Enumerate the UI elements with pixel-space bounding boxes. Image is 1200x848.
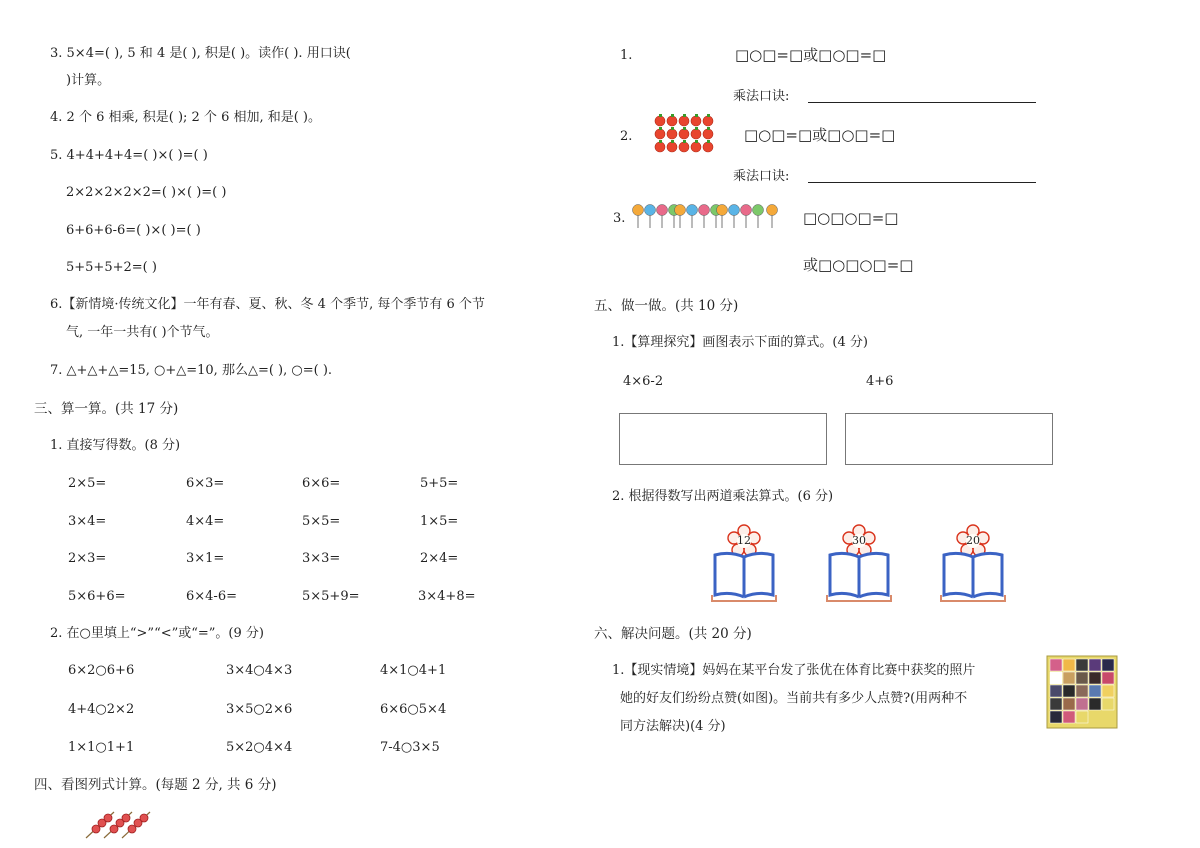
q5-c: 6+6+6-6=( )×( )=( ) (66, 223, 201, 238)
q6-line2: 气, 一年一共有( )个节气。 (66, 325, 219, 340)
q3-line1: 3. 5×4=( ), 5 和 4 是( ), 积是( )。读作( ). 用口诀( (50, 46, 351, 61)
p3-formula-b: 或□○□○□=□ (803, 256, 914, 274)
q5-b: 2×2×2×2×2=( )×( )=( ) (66, 185, 227, 200)
expr-a: 4×6-2 (623, 374, 664, 389)
compare-item: 3×4○4×3 (226, 663, 293, 678)
flower-book-1 (710, 525, 778, 605)
flower-number: 12 (737, 534, 751, 547)
p1-number: 1. (620, 48, 633, 63)
q3-line2: )计算。 (66, 73, 111, 88)
compare-item: 4×1○4+1 (380, 663, 447, 678)
open-book-icon (825, 549, 893, 603)
drawing-box-a[interactable] (619, 413, 827, 465)
compare-item: 5×2○4×4 (226, 740, 293, 755)
p2-chant-line[interactable] (808, 182, 1036, 183)
calc-item: 3×3= (302, 551, 341, 566)
p2-number: 2. (620, 129, 633, 144)
p1-chant-line[interactable] (808, 102, 1036, 103)
compare-item: 1×1○1+1 (68, 740, 135, 755)
compare-item: 6×6○5×4 (380, 702, 447, 717)
likes-avatars-image (1047, 656, 1117, 728)
section-5-q1: 1.【算理探究】画图表示下面的算式。(4 分) (612, 335, 868, 350)
p3-number: 3. (613, 211, 626, 226)
p2-formula: □○□=□或□○□=□ (744, 126, 896, 144)
compare-item: 7-4○3×5 (380, 740, 440, 755)
flower-book-3 (939, 525, 1007, 605)
section-5-title: 五、做一做。(共 10 分) (594, 298, 739, 314)
section-5-q2: 2. 根据得数写出两道乘法算式。(6 分) (612, 489, 834, 504)
calc-item: 2×3= (68, 551, 107, 566)
calc-item: 3×4+8= (418, 589, 476, 604)
compare-item: 6×2○6+6 (68, 663, 135, 678)
section-3-q2: 2. 在○里填上“>”“<”或“=”。(9 分) (50, 626, 264, 641)
calc-item: 2×5= (68, 476, 107, 491)
calc-item: 5×5+9= (302, 589, 360, 604)
section-6-title: 六、解决问题。(共 20 分) (594, 626, 752, 642)
drawing-box-b[interactable] (845, 413, 1053, 465)
candied-haws-icon (84, 808, 164, 840)
apples-icon (653, 113, 717, 155)
q5-d: 5+5+5+2=( ) (66, 260, 157, 275)
q7: 7. △+△+△=15, ○+△=10, 那么△=( ), ○=( ). (50, 363, 333, 378)
calc-item: 6×6= (302, 476, 341, 491)
calc-item: 3×4= (68, 514, 107, 529)
calc-item: 5+5= (420, 476, 459, 491)
flower-book-2 (825, 525, 893, 605)
calc-item: 6×4-6= (186, 589, 237, 604)
compare-item: 3×5○2×6 (226, 702, 293, 717)
expr-b: 4+6 (866, 374, 894, 389)
flower-number: 30 (852, 534, 866, 547)
q6-line1: 6.【新情境·传统文化】一年有春、夏、秋、冬 4 个季节, 每个季节有 6 个节 (50, 297, 485, 312)
section-3-q1: 1. 直接写得数。(8 分) (50, 438, 181, 453)
calc-item: 5×6+6= (68, 589, 126, 604)
calc-item: 4×4= (186, 514, 225, 529)
section-3-title: 三、算一算。(共 17 分) (34, 401, 179, 417)
flower-number: 20 (966, 534, 980, 547)
calc-item: 5×5= (302, 514, 341, 529)
section-4-title: 四、看图列式计算。(每题 2 分, 共 6 分) (34, 777, 277, 793)
calc-item: 2×4= (420, 551, 459, 566)
calc-item: 6×3= (186, 476, 225, 491)
calc-item: 1×5= (420, 514, 459, 529)
section-6-q1-line3: 同方法解决)(4 分) (620, 719, 726, 734)
open-book-icon (710, 549, 778, 603)
lollipops-icon (630, 203, 790, 229)
calc-item: 3×1= (186, 551, 225, 566)
p3-formula: □○□○□=□ (803, 209, 899, 227)
p1-formula: □○□=□或□○□=□ (735, 46, 887, 64)
p2-chant-label: 乘法口诀: (733, 169, 790, 184)
q5: 5. 4+4+4+4=( )×( )=( ) (50, 148, 208, 163)
open-book-icon (939, 549, 1007, 603)
p1-chant-label: 乘法口诀: (733, 89, 790, 104)
section-6-q1-line2: 她的好友们纷纷点赞(如图)。当前共有多少人点赞?(用两种不 (620, 691, 968, 706)
section-6-q1-line1: 1.【现实情境】妈妈在某平台发了张优在体育比赛中获奖的照片 (612, 663, 976, 678)
compare-item: 4+4○2×2 (68, 702, 135, 717)
q4: 4. 2 个 6 相乘, 积是( ); 2 个 6 相加, 和是( )。 (50, 110, 322, 125)
